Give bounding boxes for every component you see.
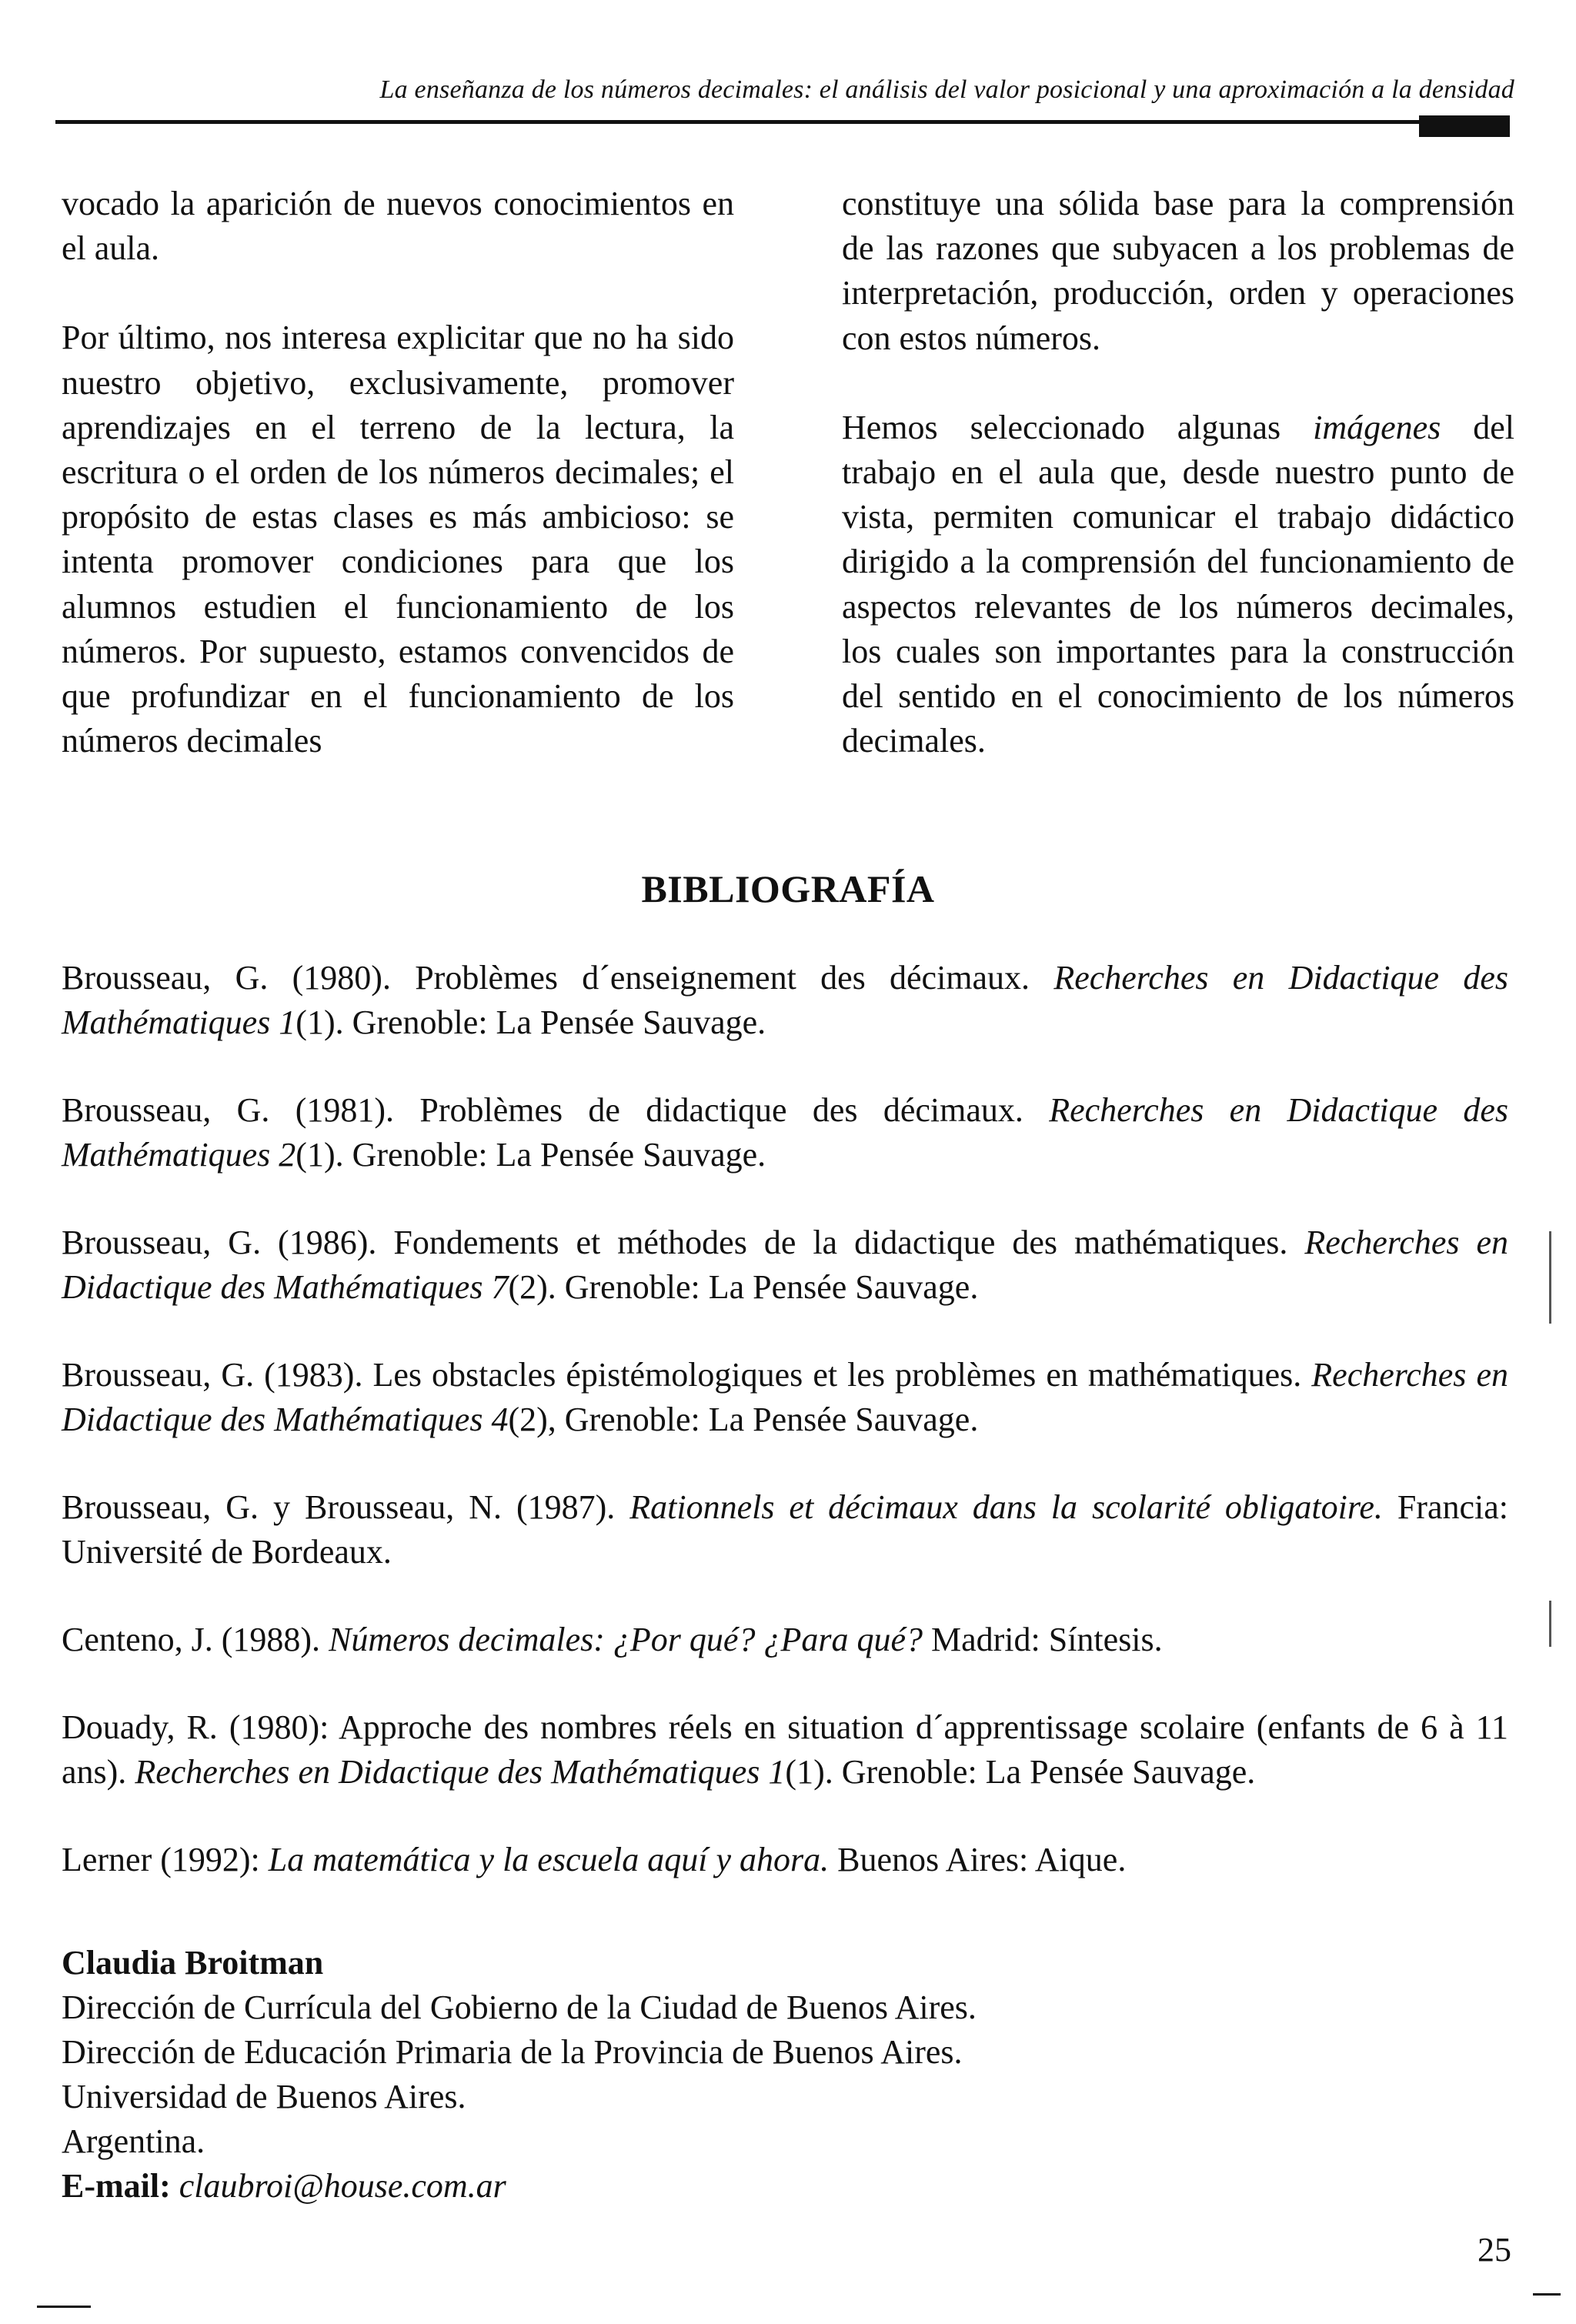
reference-item <box>62 1618 1508 1662</box>
reference-text: (2). Grenoble: La Pensée Sauvage. <box>508 1268 979 1306</box>
right-column <box>842 182 1514 763</box>
footer-rule-right <box>1533 2293 1561 2296</box>
reference-item <box>62 1353 1508 1442</box>
reference-list <box>62 956 1508 1925</box>
reference-title: Rationnels et décimaux dans la scolarité obligatoire. <box>629 1488 1383 1526</box>
reference-title: Recherches en Didactique des Mathématiques 2 <box>62 1091 1508 1174</box>
reference-text: (1). Grenoble: La Pensée Sauvage. <box>296 1136 766 1174</box>
reference-text: Centeno, J. (1988). <box>62 1621 329 1658</box>
left-column <box>62 182 734 763</box>
reference-title: Recherches en Didactique des Mathématiques 7 <box>62 1224 1509 1306</box>
reference-title: La matemática y la escuela aquí y ahora. <box>268 1841 830 1878</box>
reference-item <box>62 1220 1508 1310</box>
reference-text: Douady, R. (1980): Approche des nombres réels en situation d´apprentissage scolaire (enfants de 6 à 11 ans). <box>62 1708 1508 1791</box>
left-paragraph-1: vocado la aparición de nuevos conocimientos en el aula. <box>62 185 734 268</box>
left-paragraph-2: Por último, nos interesa explicitar que no ha sido nuestro objetivo, exclusivamente, promover aprendizajes en el terreno de la lectura, la escritura o el orden de los números decimales; el propósito de estas clases es más ambicioso: se intenta promover condiciones para que los alumnos estudien el funcionamiento de los números. Por supuesto, estamos convencidos de que profundizar en el funcionamiento de los números decimales <box>62 319 734 760</box>
header-rule <box>55 120 1507 124</box>
right-paragraph-2-end: del trabajo en el aula que, desde nuestro punto de vista, permiten comunicar el trabajo didáctico dirigido a la comprensión del funcionamiento de aspectos relevantes de los números decimales, los cuales son importantes para la construcción del sentido en el conocimiento de los números decimales. <box>842 408 1514 760</box>
footer-rule-left <box>37 2306 91 2308</box>
reference-text: (1). Grenoble: La Pensée Sauvage. <box>785 1753 1256 1791</box>
email-label: E-mail: <box>62 2167 171 2205</box>
reference-title: Recherches en Didactique des Mathématiques 1 <box>135 1753 786 1791</box>
author-affiliation: Universidad de Buenos Aires. <box>62 2078 466 2115</box>
reference-text: Lerner (1992): <box>62 1841 269 1878</box>
right-paragraph-2-emphasis: imágenes <box>1313 408 1441 446</box>
author-name: Claudia Broitman <box>62 1944 324 1982</box>
reference-title: Números decimales: ¿Por qué? ¿Para qué? <box>329 1621 923 1658</box>
author-affiliation: Dirección de Currícula del Gobierno de la Ciudad de Buenos Aires. <box>62 1988 977 2026</box>
reference-text: Madrid: Síntesis. <box>922 1621 1163 1658</box>
reference-title: Recherches en Didactique des Mathématiques 4 <box>62 1356 1508 1438</box>
two-column-body <box>62 182 1514 763</box>
right-paragraph-2 <box>842 406 1514 764</box>
right-paragraph-2-start: Hemos seleccionado algunas <box>842 408 1314 446</box>
reference-text: Francia: Université de Bordeaux. <box>62 1488 1508 1571</box>
reference-item <box>62 956 1508 1045</box>
reference-item <box>62 1485 1508 1574</box>
reference-item <box>62 1838 1508 1882</box>
author-affiliation: Dirección de Educación Primaria de la Provincia de Buenos Aires. <box>62 2033 963 2071</box>
reference-text: Brousseau, G. (1981). Problèmes de didactique des décimaux. <box>62 1091 1050 1129</box>
reference-text: (1). Grenoble: La Pensée Sauvage. <box>296 1003 766 1041</box>
scan-edge-mark <box>1549 1601 1551 1647</box>
reference-item <box>62 1705 1508 1795</box>
running-head: La enseñanza de los números decimales: el análisis del valor posicional y una aproximación a la densidad <box>379 75 1514 104</box>
reference-text: Brousseau, G. (1980). Problèmes d´enseignement des décimaux. <box>62 959 1054 997</box>
author-block <box>62 1941 1216 2209</box>
reference-text: Brousseau, G. y Brousseau, N. (1987). <box>62 1488 630 1526</box>
scan-edge-mark <box>1549 1231 1551 1324</box>
email-address[interactable]: claubroi@house.com.ar <box>179 2167 506 2205</box>
reference-text: (2), Grenoble: La Pensée Sauvage. <box>508 1401 979 1438</box>
author-email-line <box>62 2164 1216 2209</box>
header-block-mark <box>1419 115 1510 137</box>
page-number: 25 <box>1478 2231 1511 2269</box>
author-affiliation: Argentina. <box>62 2122 205 2160</box>
reference-item <box>62 1088 1508 1177</box>
reference-text: Buenos Aires: Aique. <box>829 1841 1127 1878</box>
reference-text: Brousseau, G. (1986). Fondements et méthodes de la didactique des mathématiques. <box>62 1224 1305 1261</box>
bibliography-heading: BIBLIOGRAFÍA <box>641 867 935 910</box>
reference-title: Recherches en Didactique des Mathématiques 1 <box>62 959 1508 1041</box>
right-paragraph-1: constituye una sólida base para la comprensión de las razones que subyacen a los problemas de interpretación, producción, orden y operaciones con estos números. <box>842 185 1514 357</box>
reference-text: Brousseau, G. (1983). Les obstacles épistémologiques et les problèmes en mathématiques. <box>62 1356 1312 1394</box>
